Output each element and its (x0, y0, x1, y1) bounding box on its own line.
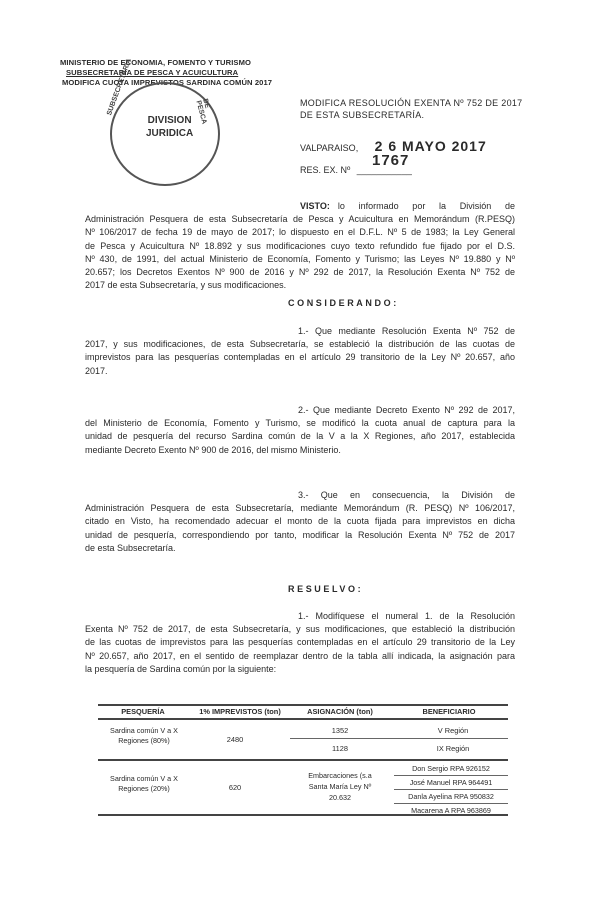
group2-beneficiario-3: Danla Ayelina RPA 950832 (394, 790, 508, 804)
considerando-1-line-1: 2017, y sus modificaciones, de esta Subsecretaría, se estableció la distribución de las cuotas de (85, 339, 515, 350)
stamp-line-2: JURIDICA (146, 128, 194, 139)
date-value: 2 6 MAYO 2017 (374, 138, 487, 154)
considerando-paragraph-3 (85, 489, 515, 555)
visto-line-5: 20.657; los Decretos Exentos Nº 900 de 2016 y Nº 292 de 2017, la Resolución Exenta Nº 752 de (85, 267, 515, 278)
group2-beneficiario-2: José Manuel RPA 964491 (394, 776, 508, 790)
considerando-heading: CONSIDERANDO: (288, 298, 399, 308)
resolution-label: RES. EX. Nº (300, 165, 351, 175)
group2-asignacion-line-3: 20.632 (329, 793, 351, 802)
group1-pesqueria-line-1: Sardina común V a X (110, 726, 178, 735)
stamp-ring-left: SUBSECRETARIA (106, 57, 134, 117)
considerando-paragraph-2 (85, 404, 515, 457)
visto-line-0: lo informado por la División de (337, 201, 515, 211)
considerando-paragraph-1 (85, 325, 515, 378)
considerando-3-line-0: 3.- Que en consecuencia, la División de (298, 490, 515, 500)
resolution-blank: ___________ (356, 165, 412, 175)
considerando-3-line-4: de esta Subsecretaría. (85, 542, 176, 553)
visto-paragraph (85, 200, 515, 292)
reference-line: MODIFICA CUOTA IMPREVISTOS SARDINA COMÚN 2017 (62, 78, 273, 87)
subsecretaria-name: SUBSECRETARIA DE PESCA Y ACUICULTURA (66, 68, 239, 77)
group2-pesqueria-line-2: Regiones (20%) (118, 784, 170, 793)
considerando-2-line-1: del Ministerio de Economía, Fomento y Turismo, se modificó la cuota anual de captura para la (85, 418, 515, 429)
title-line-1: MODIFICA RESOLUCIÓN EXENTA Nº 752 DE 2017 (300, 98, 523, 108)
resuelvo-1-line-0: 1.- Modifíquese el numeral 1. de la Resolución (298, 611, 515, 621)
group2-imprevistos: 620 (228, 783, 242, 792)
stamp-ring-right: DE PESCA (194, 98, 211, 125)
visto-line-3: de Pesca y Acuicultura Nº 18.892 y sus modificaciones cuyo texto refundido fue fijado por el D.S. (85, 240, 515, 251)
considerando-3-line-2: citado en Visto, ha recomendado adecuar el monto de la cuota fijada para imprevistos en dicha (85, 516, 515, 527)
col-header-asignacion: ASIGNACIÓN (ton) (307, 707, 373, 716)
group1-row-divider (290, 738, 508, 739)
resuelvo-paragraph-1 (85, 610, 515, 676)
col-header-beneficiario: BENEFICIARIO (422, 707, 476, 716)
considerando-1-line-0: 1.- Que mediante Resolución Exenta Nº 752 de (298, 326, 515, 336)
visto-line-4: Nº 430, de 1991, del actual Ministerio de Economía, Fomento y Turismo; las Leyes Nº 19.880 y Nº (85, 253, 515, 264)
group2-beneficiarios (394, 762, 508, 817)
resuelvo-1-line-2: de las cuotas de imprevistos para las pesquerías contempladas en el artículo 29 transitorio de la Ley (85, 637, 515, 648)
group2-asignacion (290, 770, 390, 803)
group1-row2-beneficiario: IX Región (436, 744, 470, 753)
visto-line-2: Nº 106/2017 de fecha 19 de mayo de 2017; lo dispuesto en el D.F.L. Nº 5 de 1983; la Ley General (85, 227, 515, 238)
visto-line-6: 2017 de esta Subsecretaría, y sus modificaciones. (85, 280, 287, 291)
resuelvo-heading: RESUELVO: (288, 584, 364, 594)
considerando-2-line-0: 2.- Que mediante Decreto Exento Nº 292 de 2017, (298, 405, 515, 415)
group1-pesqueria (98, 726, 190, 746)
visto-label: VISTO: (300, 201, 330, 211)
group1-imprevistos: 2480 (226, 735, 244, 744)
considerando-3-line-3: unidad de pesquería, correspondiendo por tanto, modificar la Resolución Exenta Nº 752 de 2017 (85, 529, 515, 540)
considerando-2-line-2: unidad de pesquería del recurso Sardina común de la V a la X Regiones, año 2017, establecida (85, 431, 515, 442)
stamp-text (146, 114, 193, 140)
ministry-name: MINISTERIO DE ECONOMIA, FOMENTO Y TURISMO (60, 58, 252, 67)
table-top-rule (98, 704, 508, 706)
group1-row1-asignacion: 1352 (331, 726, 349, 735)
considerando-3-line-1: Administración Pesquera de esta Subsecretaría, mediante Memorándum (R. PESQ) Nº 106/2017, (85, 503, 515, 514)
considerando-1-line-3: 2017. (85, 365, 108, 376)
group2-asignacion-line-1: Embarcaciones (s.a (308, 771, 372, 780)
visto-line-1: Administración Pesquera de esta Subsecretaría de Pesca y Acuicultura en Memorándum (R.PESQ) (85, 214, 515, 225)
group2-pesqueria-line-1: Sardina común V a X (110, 774, 178, 783)
col-header-pesqueria: PESQUERÍA (121, 707, 165, 716)
group1-row1-beneficiario: V Región (437, 726, 469, 735)
resuelvo-1-line-1: Exenta Nº 752 de 2017, de esta Subsecretaría, y sus modificaciones, que estableció la distribución (85, 624, 515, 635)
table-header-rule (98, 718, 508, 720)
quota-table (98, 704, 508, 816)
resuelvo-1-line-4: la pesquería de Sardina común por la siguiente: (85, 663, 277, 674)
col-header-imprevistos: 1% IMPREVISTOS (ton) (199, 707, 281, 716)
considerando-2-line-3: mediante Decreto Exento Nº 900 de 2016, del mismo Ministerio. (85, 444, 341, 455)
considerando-1-line-2: imprevistos para las pesquerías contempladas en el artículo 29 transitorio de la Ley Nº 20.657, año (85, 352, 515, 363)
group1-pesqueria-line-2: Regiones (80%) (118, 736, 170, 745)
group2-beneficiario-1: Don Sergio RPA 926152 (394, 762, 508, 776)
stamp-line-1: DIVISION (147, 115, 192, 126)
group2-asignacion-line-2: Santa María Ley Nº (308, 782, 372, 791)
title-line-2: DE ESTA SUBSECRETARÍA. (300, 110, 425, 120)
table-mid-rule (98, 759, 508, 761)
group2-pesqueria (98, 774, 190, 794)
group1-row2-asignacion: 1128 (332, 744, 348, 753)
resuelvo-1-line-3: Nº 20.657, año 2017, en el sentido de reemplazar dentro de la tabla allí indicada, la asignación para (85, 650, 515, 661)
date-place: VALPARAISO, (300, 143, 359, 153)
resolution-number: 1767 (372, 152, 410, 169)
group2-beneficiario-4: Macarena A RPA 963869 (411, 806, 491, 815)
document-title (300, 97, 523, 121)
